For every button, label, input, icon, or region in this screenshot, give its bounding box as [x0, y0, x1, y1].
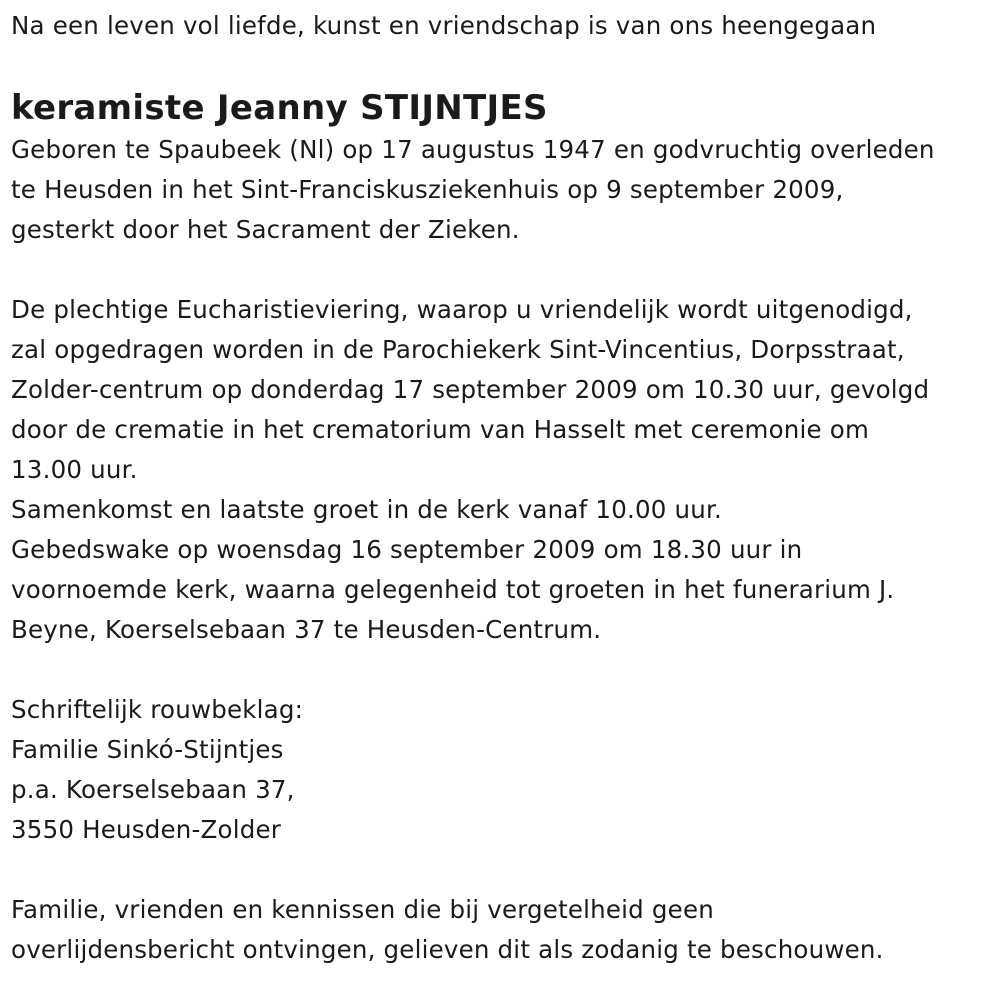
ceremony-line: De plechtige Eucharistieviering, waarop u vriendelijk wordt uitgenodigd, — [11, 295, 913, 324]
obituary-notice — [11, 6, 996, 970]
ceremony-line: Samenkomst en laatste groet in de kerk vanaf 10.00 uur. — [11, 495, 722, 524]
condolence-line: p.a. Koerselsebaan 37, — [11, 775, 295, 804]
condolence-line: Schriftelijk rouwbeklag: — [11, 695, 304, 724]
ceremony-line: zal opgedragen worden in de Parochiekerk Sint-Vincentius, Dorpsstraat, — [11, 335, 905, 364]
birth-death-line: te Heusden in het Sint-Franciskusziekenhuis op 9 september 2009, — [11, 175, 844, 204]
condolence-line: 3550 Heusden-Zolder — [11, 815, 281, 844]
deceased-name: keramiste Jeanny STIJNTJES — [11, 88, 548, 128]
birth-death-line: gesterkt door het Sacrament der Zieken. — [11, 215, 520, 244]
birth-death-line: Geboren te Spaubeek (Nl) op 17 augustus 1947 en godvruchtig overleden — [11, 135, 935, 164]
ceremony-line: voornoemde kerk, waarna gelegenheid tot groeten in het funerarium J. — [11, 575, 895, 604]
condolence-block — [11, 690, 996, 850]
condolence-line: Familie Sinkó-Stijntjes — [11, 735, 284, 764]
ceremony-line: Zolder-centrum op donderdag 17 september 2009 om 10.30 uur, gevolgd — [11, 375, 930, 404]
ceremony-line: Beyne, Koerselsebaan 37 te Heusden-Centrum. — [11, 615, 602, 644]
ceremony-block — [11, 290, 996, 650]
ceremony-line: Gebedswake op woensdag 16 september 2009 om 18.30 uur in — [11, 535, 803, 564]
closing-line: Familie, vrienden en kennissen die bij vergetelheid geen — [11, 895, 714, 924]
ceremony-line: door de crematie in het crematorium van Hasselt met ceremonie om — [11, 415, 870, 444]
closing-block — [11, 890, 996, 970]
closing-line: overlijdensbericht ontvingen, gelieven dit als zodanig te beschouwen. — [11, 935, 884, 964]
ceremony-line: 13.00 uur. — [11, 455, 138, 484]
birth-death-block — [11, 130, 996, 250]
intro-text: Na een leven vol liefde, kunst en vriendschap is van ons heengegaan — [11, 11, 877, 40]
